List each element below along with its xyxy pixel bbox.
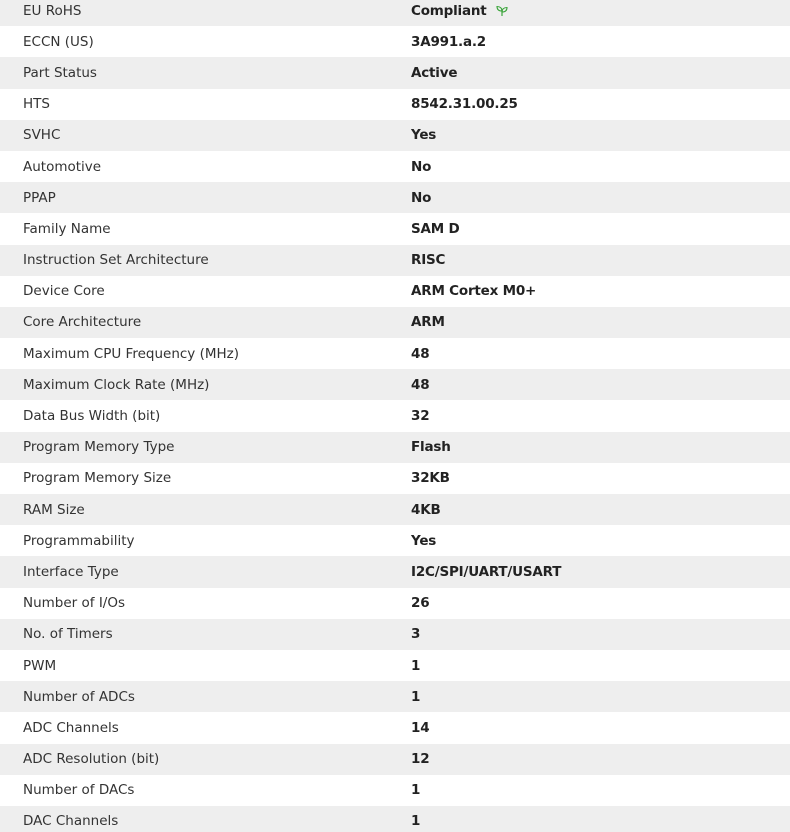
spec-value-text: 4KB [411, 501, 441, 518]
spec-value [410, 190, 431, 206]
spec-value [410, 626, 420, 642]
spec-value-text: Yes [411, 532, 437, 549]
spec-label: RAM Size [23, 501, 85, 518]
spec-label: HTS [23, 96, 50, 113]
spec-value [410, 595, 429, 611]
spec-label: EU RoHS [23, 2, 82, 19]
spec-value-text: RISC [411, 252, 446, 269]
spec-label: Interface Type [23, 563, 119, 580]
spec-row [0, 120, 790, 151]
spec-label: Programmability [23, 532, 135, 549]
spec-value-text: 32 [411, 408, 430, 425]
spec-row [0, 338, 790, 369]
spec-value-text: 1 [411, 813, 421, 830]
spec-value-text: Flash [411, 439, 451, 456]
spec-value [410, 96, 518, 112]
spec-value [410, 439, 451, 455]
spec-label: SVHC [23, 127, 61, 144]
spec-value [410, 65, 457, 81]
spec-row [0, 432, 790, 463]
spec-value [410, 221, 460, 237]
spec-value-text: SAM D [411, 220, 460, 237]
spec-value [410, 751, 429, 767]
spec-value [410, 502, 441, 518]
spec-value [410, 127, 436, 143]
spec-row [0, 213, 790, 244]
spec-value [410, 283, 536, 299]
spec-value [410, 408, 429, 424]
spec-row [0, 182, 790, 213]
spec-row [0, 276, 790, 307]
spec-label: Number of ADCs [23, 688, 135, 705]
spec-value [410, 3, 509, 19]
spec-label: Part Status [23, 64, 97, 81]
spec-value-text: No [411, 158, 432, 175]
spec-row [0, 712, 790, 743]
spec-label: Family Name [23, 220, 111, 237]
spec-value-text: 3 [411, 626, 421, 643]
spec-row [0, 89, 790, 120]
spec-row [0, 494, 790, 525]
spec-row [0, 588, 790, 619]
spec-label: PWM [23, 657, 57, 674]
spec-label: Number of DACs [23, 782, 135, 799]
spec-label: No. of Timers [23, 626, 113, 643]
spec-label: Data Bus Width (bit) [23, 408, 161, 425]
leaf-icon [495, 4, 509, 18]
spec-value-text: ARM Cortex M0+ [411, 283, 537, 300]
spec-label: Program Memory Size [23, 470, 172, 487]
spec-value-text: 48 [411, 345, 430, 362]
spec-row [0, 245, 790, 276]
spec-value [410, 564, 561, 580]
spec-value-text: 3A991.a.2 [411, 33, 486, 50]
spec-value-text: I2C/SPI/UART/USART [411, 563, 562, 580]
spec-label: Instruction Set Architecture [23, 252, 209, 269]
spec-label: Device Core [23, 283, 105, 300]
spec-label: PPAP [23, 189, 56, 206]
spec-value-text: Yes [411, 127, 437, 144]
spec-row [0, 619, 790, 650]
spec-row [0, 400, 790, 431]
spec-value-text: 14 [411, 719, 430, 736]
spec-row [0, 463, 790, 494]
spec-value-text: 1 [411, 782, 421, 799]
spec-value-text: 26 [411, 595, 430, 612]
spec-row [0, 0, 790, 26]
spec-row [0, 307, 790, 338]
spec-value [410, 252, 445, 268]
spec-value-text: Compliant [411, 2, 487, 19]
spec-value-text: No [411, 189, 432, 206]
spec-row [0, 650, 790, 681]
spec-value-text: 1 [411, 657, 421, 674]
spec-value [410, 159, 431, 175]
spec-value-text: 1 [411, 688, 421, 705]
spec-value [410, 658, 420, 674]
spec-value-text: 32KB [411, 470, 450, 487]
spec-value [410, 377, 429, 393]
spec-row [0, 57, 790, 88]
spec-value [410, 34, 486, 50]
spec-value [410, 314, 445, 330]
spec-value [410, 689, 420, 705]
spec-row [0, 744, 790, 775]
spec-value [410, 720, 429, 736]
spec-row [0, 806, 790, 832]
spec-row [0, 556, 790, 587]
spec-label: DAC Channels [23, 813, 119, 830]
spec-value-text: 48 [411, 376, 430, 393]
spec-row [0, 151, 790, 182]
spec-label: Automotive [23, 158, 102, 175]
spec-label: Program Memory Type [23, 439, 175, 456]
spec-row [0, 369, 790, 400]
spec-value [410, 782, 420, 798]
spec-value-text: Active [411, 64, 458, 81]
spec-row [0, 681, 790, 712]
spec-label: ADC Resolution (bit) [23, 751, 160, 768]
spec-row [0, 525, 790, 556]
spec-label: Number of I/Os [23, 595, 126, 612]
spec-row [0, 26, 790, 57]
spec-label: ADC Channels [23, 719, 119, 736]
spec-value [410, 470, 450, 486]
spec-label: Maximum CPU Frequency (MHz) [23, 345, 239, 362]
spec-label: ECCN (US) [23, 33, 94, 50]
spec-value [410, 346, 429, 362]
spec-row [0, 775, 790, 806]
spec-value-text: 8542.31.00.25 [411, 96, 518, 113]
spec-label: Core Architecture [23, 314, 142, 331]
spec-value-text: ARM [411, 314, 445, 331]
spec-value [410, 533, 436, 549]
spec-label: Maximum Clock Rate (MHz) [23, 376, 210, 393]
spec-value [410, 813, 420, 829]
spec-value-text: 12 [411, 751, 430, 768]
